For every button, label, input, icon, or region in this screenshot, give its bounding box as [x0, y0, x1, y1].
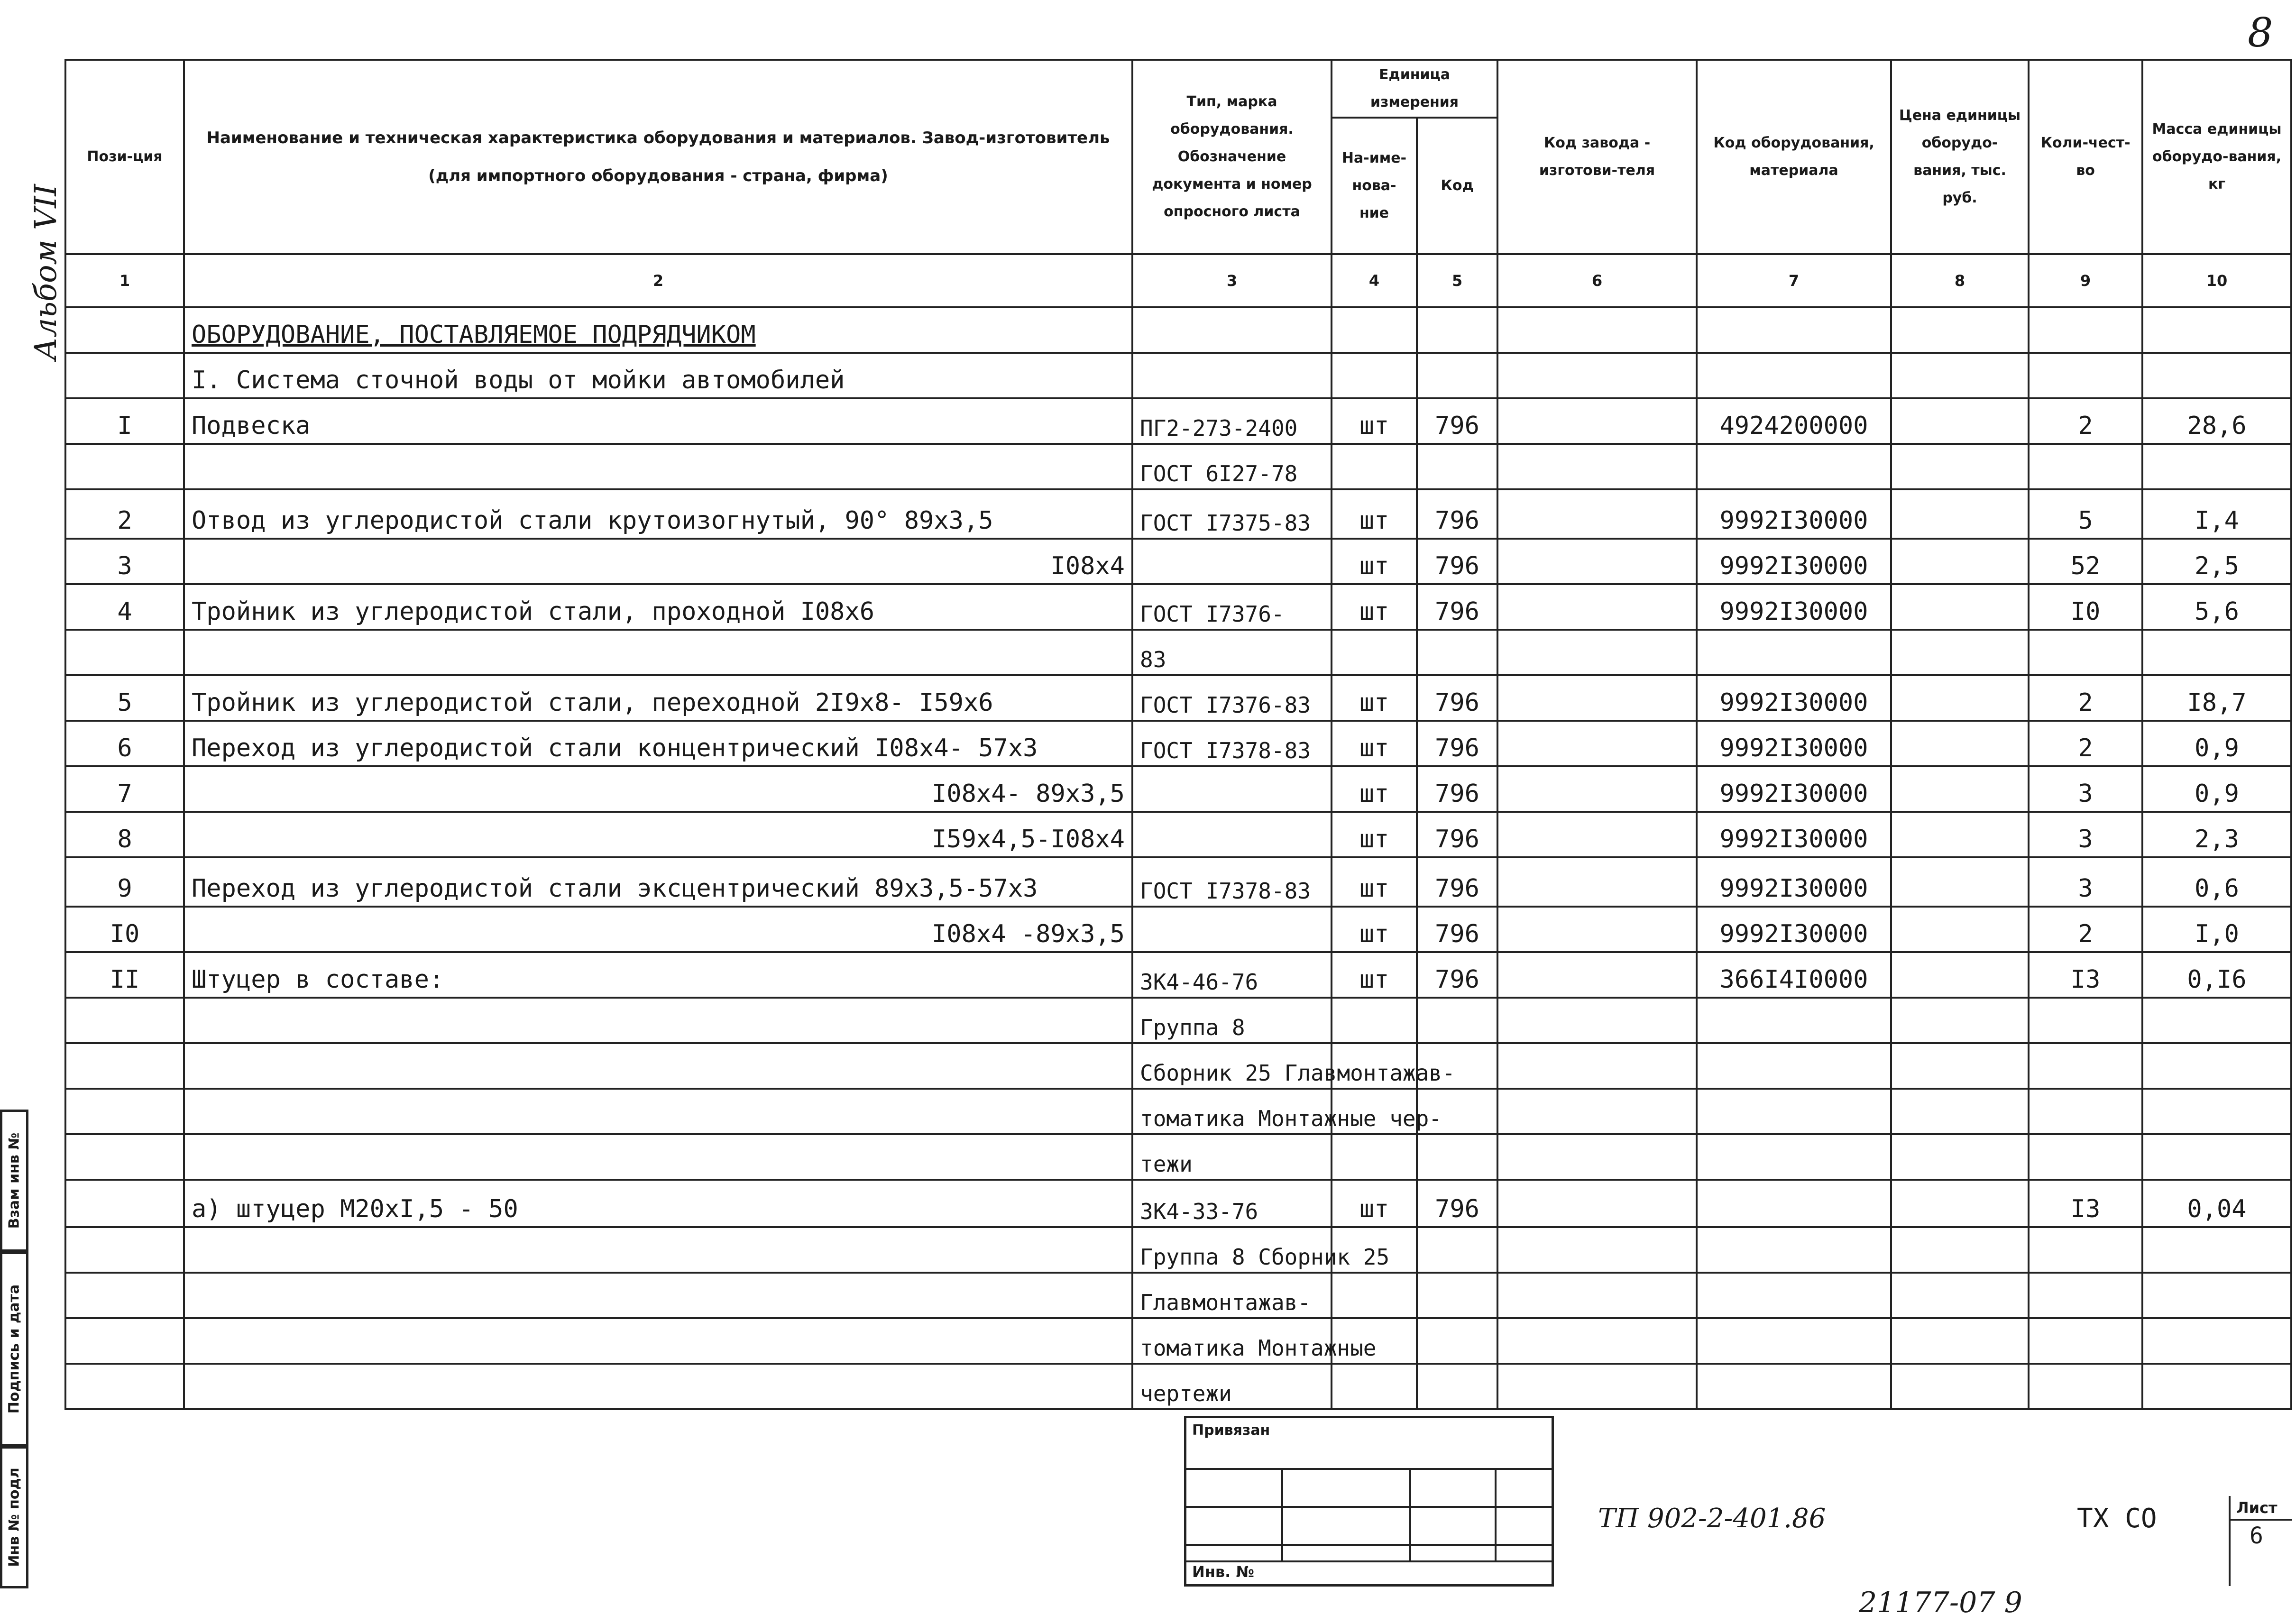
- row-material-code: 9992I30000: [1697, 766, 1891, 812]
- col-unit-name-header: На-име-нова-ние: [1332, 118, 1417, 254]
- row-quantity: 52: [2029, 539, 2142, 584]
- row-price: [1891, 1273, 2029, 1318]
- row-unit-code: 796: [1417, 952, 1497, 998]
- row-unit-code: [1417, 998, 1497, 1043]
- row-unit-code: 796: [1417, 584, 1497, 630]
- row-mass: [2142, 1089, 2291, 1134]
- row-unit-name: [1332, 998, 1417, 1043]
- row-material-code: [1697, 1273, 1891, 1318]
- row-quantity: [2029, 998, 2142, 1043]
- table-row: [65, 1134, 2291, 1180]
- row-material-code: 9992I30000: [1697, 584, 1891, 630]
- col-type-header: Тип, марка оборудования. Обозначение документа и номер опросного листа: [1132, 60, 1332, 254]
- row-quantity: 2: [2029, 675, 2142, 721]
- row-unit-code: [1417, 1227, 1497, 1273]
- row-name: [184, 1089, 1132, 1134]
- row-mass: I,4: [2142, 489, 2291, 539]
- row-factory-code: [1497, 1318, 1697, 1364]
- row-material-code: [1697, 998, 1891, 1043]
- row-factory-code: [1497, 1273, 1697, 1318]
- row-type: ЗК4-46-76: [1132, 952, 1332, 998]
- table-row: [65, 1180, 2291, 1227]
- row-unit-name: шт: [1332, 539, 1417, 584]
- table-row: [65, 630, 2291, 675]
- row-type: 83: [1132, 630, 1332, 675]
- row-unit-name: шт: [1332, 1180, 1417, 1227]
- row-unit-code: 796: [1417, 489, 1497, 539]
- row-quantity: [2029, 1364, 2142, 1409]
- col-num-1: 1: [65, 254, 184, 307]
- row-unit-name: шт: [1332, 766, 1417, 812]
- row-unit-code: 796: [1417, 766, 1497, 812]
- row-quantity: [2029, 1318, 2142, 1364]
- col-position-header: Пози-ция: [65, 60, 184, 254]
- row-price: [1891, 907, 2029, 952]
- row-type: [1132, 539, 1332, 584]
- row-name: [184, 444, 1132, 489]
- row-material-code: [1697, 1043, 1891, 1089]
- row-price: [1891, 1318, 2029, 1364]
- row-unit-name: шт: [1332, 812, 1417, 857]
- row-quantity: 2: [2029, 907, 2142, 952]
- row-position: I: [65, 398, 184, 444]
- row-unit-name: [1332, 1273, 1417, 1318]
- row-mass: [2142, 1227, 2291, 1273]
- table-row: [65, 1089, 2291, 1134]
- row-material-code: [1697, 1318, 1891, 1364]
- table-row: [65, 1273, 2291, 1318]
- row-factory-code: [1497, 998, 1697, 1043]
- row-type: Группа 8: [1132, 998, 1332, 1043]
- row-material-code: [1697, 1134, 1891, 1180]
- row-name: а) штуцер М20xI,5 - 50: [184, 1180, 1132, 1227]
- row-position: [65, 1227, 184, 1273]
- row-unit-name: [1332, 1364, 1417, 1409]
- row-mass: [2142, 1043, 2291, 1089]
- row-factory-code: [1497, 721, 1697, 766]
- row-mass: 0,9: [2142, 766, 2291, 812]
- row-price: [1891, 812, 2029, 857]
- row-mass: 0,6: [2142, 857, 2291, 907]
- row-quantity: 3: [2029, 766, 2142, 812]
- row-name: [184, 1043, 1132, 1089]
- side-field-signature-date: Подпись и дата: [0, 1252, 28, 1446]
- row-position: [65, 630, 184, 675]
- col-quantity-header: Коли-чест-во: [2029, 60, 2142, 254]
- row-type: ГОСТ I7378-83: [1132, 721, 1332, 766]
- row-unit-name: шт: [1332, 398, 1417, 444]
- row-factory-code: [1497, 489, 1697, 539]
- row-material-code: 9992I30000: [1697, 721, 1891, 766]
- row-position: [65, 1318, 184, 1364]
- row-unit-code: [1417, 1364, 1497, 1409]
- row-unit-code: [1417, 630, 1497, 675]
- row-factory-code: [1497, 766, 1697, 812]
- row-position: [65, 1089, 184, 1134]
- specification-table: [64, 59, 2292, 1410]
- col-unit-code-header: Код: [1417, 118, 1497, 254]
- row-unit-name: шт: [1332, 489, 1417, 539]
- row-name: I59x4,5-I08x4: [184, 812, 1132, 857]
- row-price: [1891, 857, 2029, 907]
- document-mark: ТХ СО: [2077, 1503, 2157, 1534]
- table-row: [65, 907, 2291, 952]
- col-price-header: Цена единицы оборудо-вания, тыс. руб.: [1891, 60, 2029, 254]
- row-position: [65, 1134, 184, 1180]
- row-unit-code: [1417, 444, 1497, 489]
- row-price: [1891, 444, 2029, 489]
- row-name: [184, 998, 1132, 1043]
- row-quantity: 5: [2029, 489, 2142, 539]
- table-row: [65, 952, 2291, 998]
- row-name: [184, 1364, 1132, 1409]
- row-name: I08x4: [184, 539, 1132, 584]
- row-price: [1891, 539, 2029, 584]
- row-unit-name: шт: [1332, 952, 1417, 998]
- table-row: [65, 489, 2291, 539]
- row-material-code: [1697, 1364, 1891, 1409]
- row-type: ГОСТ I7376-: [1132, 584, 1332, 630]
- col-num-9: 9: [2029, 254, 2142, 307]
- row-mass: [2142, 1364, 2291, 1409]
- row-unit-name: шт: [1332, 721, 1417, 766]
- row-type: Группа 8 Сборник 25: [1132, 1227, 1332, 1273]
- table-row: [65, 1318, 2291, 1364]
- binding-stamp: [1184, 1416, 1554, 1587]
- row-price: [1891, 721, 2029, 766]
- row-unit-code: 796: [1417, 675, 1497, 721]
- row-unit-code: 796: [1417, 907, 1497, 952]
- row-mass: [2142, 1318, 2291, 1364]
- row-type: ГОСТ I7378-83: [1132, 857, 1332, 907]
- col-name-header: Наименование и техническая характеристика оборудования и материалов. Завод-изготовитель (для импортного оборудования - страна, фирма): [184, 60, 1132, 254]
- row-mass: 0,9: [2142, 721, 2291, 766]
- row-mass: I,0: [2142, 907, 2291, 952]
- col-material-code-header: Код оборудования, материала: [1697, 60, 1891, 254]
- subsection-title: I. Система сточной воды от мойки автомобилей: [184, 353, 1132, 398]
- row-quantity: [2029, 1273, 2142, 1318]
- row-price: [1891, 998, 2029, 1043]
- row-unit-name: шт: [1332, 857, 1417, 907]
- row-material-code: 9992I30000: [1697, 907, 1891, 952]
- row-unit-code: 796: [1417, 721, 1497, 766]
- row-material-code: 4924200000: [1697, 398, 1891, 444]
- page-number: 8: [2248, 9, 2273, 56]
- row-name: Тройник из углеродистой стали, проходной I08x6: [184, 584, 1132, 630]
- side-field-replacement-inv: Взам инв №: [0, 1110, 28, 1252]
- row-name: Переход из углеродистой стали концентрический I08x4- 57x3: [184, 721, 1132, 766]
- row-quantity: [2029, 1089, 2142, 1134]
- stamp-inv-label: Инв. №: [1192, 1563, 1254, 1581]
- col-num-6: 6: [1497, 254, 1697, 307]
- row-material-code: [1697, 1089, 1891, 1134]
- row-position: 6: [65, 721, 184, 766]
- col-num-8: 8: [1891, 254, 2029, 307]
- row-type: ГОСТ I7375-83: [1132, 489, 1332, 539]
- row-unit-name: [1332, 1134, 1417, 1180]
- col-num-10: 10: [2142, 254, 2291, 307]
- row-factory-code: [1497, 444, 1697, 489]
- row-quantity: [2029, 1043, 2142, 1089]
- row-type: [1132, 766, 1332, 812]
- row-factory-code: [1497, 952, 1697, 998]
- row-factory-code: [1497, 630, 1697, 675]
- row-mass: [2142, 630, 2291, 675]
- row-quantity: I3: [2029, 1180, 2142, 1227]
- row-factory-code: [1497, 398, 1697, 444]
- table-row: [65, 1364, 2291, 1409]
- row-unit-name: шт: [1332, 675, 1417, 721]
- row-type: ЗК4-33-76: [1132, 1180, 1332, 1227]
- side-field-original-inv: Инв № подл: [0, 1446, 28, 1588]
- row-mass: 0,04: [2142, 1180, 2291, 1227]
- table-row: [65, 539, 2291, 584]
- row-position: [65, 1043, 184, 1089]
- row-name: I08x4 -89x3,5: [184, 907, 1132, 952]
- row-price: [1891, 1364, 2029, 1409]
- col-num-4: 4: [1332, 254, 1417, 307]
- row-position: I0: [65, 907, 184, 952]
- row-unit-name: [1332, 630, 1417, 675]
- row-name: Штуцер в составе:: [184, 952, 1132, 998]
- row-mass: [2142, 444, 2291, 489]
- row-material-code: 9992I30000: [1697, 489, 1891, 539]
- album-label: Альбом VII: [28, 184, 64, 360]
- row-price: [1891, 1180, 2029, 1227]
- row-price: [1891, 1043, 2029, 1089]
- row-factory-code: [1497, 857, 1697, 907]
- row-quantity: 3: [2029, 857, 2142, 907]
- table-row: [65, 998, 2291, 1043]
- row-material-code: [1697, 630, 1891, 675]
- row-price: [1891, 952, 2029, 998]
- row-type: томатика Монтажные: [1132, 1318, 1332, 1364]
- row-quantity: [2029, 630, 2142, 675]
- row-material-code: 366I4I0000: [1697, 952, 1891, 998]
- row-name: Отвод из углеродистой стали крутоизогнутый, 90° 89х3,5: [184, 489, 1132, 539]
- col-mass-header: Масса единицы оборудо-вания, кг: [2142, 60, 2291, 254]
- col-factory-code-header: Код завода - изготови-теля: [1497, 60, 1697, 254]
- row-material-code: [1697, 444, 1891, 489]
- document-code: ТП 902-2-401.86: [1598, 1503, 1826, 1534]
- row-unit-code: [1417, 1134, 1497, 1180]
- row-factory-code: [1497, 1134, 1697, 1180]
- row-factory-code: [1497, 584, 1697, 630]
- row-material-code: 9992I30000: [1697, 675, 1891, 721]
- row-unit-code: 796: [1417, 857, 1497, 907]
- row-factory-code: [1497, 1364, 1697, 1409]
- row-type: [1132, 812, 1332, 857]
- row-position: 9: [65, 857, 184, 907]
- section-title: ОБОРУДОВАНИЕ, ПОСТАВЛЯЕМОЕ ПОДРЯДЧИКОМ: [184, 307, 1132, 353]
- row-mass: 2,5: [2142, 539, 2291, 584]
- row-name: Подвеска: [184, 398, 1132, 444]
- row-quantity: [2029, 1227, 2142, 1273]
- row-unit-name: шт: [1332, 907, 1417, 952]
- row-position: [65, 998, 184, 1043]
- row-position: 3: [65, 539, 184, 584]
- sheet-box: [2229, 1496, 2292, 1586]
- row-factory-code: [1497, 1227, 1697, 1273]
- row-price: [1891, 489, 2029, 539]
- row-price: [1891, 630, 2029, 675]
- table-row: [65, 766, 2291, 812]
- col-num-7: 7: [1697, 254, 1891, 307]
- table-row: [65, 812, 2291, 857]
- row-factory-code: [1497, 812, 1697, 857]
- row-quantity: [2029, 444, 2142, 489]
- row-type: Главмонтажав-: [1132, 1273, 1332, 1318]
- row-name: Тройник из углеродистой стали, переходной 2I9x8- I59x6: [184, 675, 1132, 721]
- row-price: [1891, 675, 2029, 721]
- row-material-code: 9992I30000: [1697, 812, 1891, 857]
- row-name: [184, 1227, 1132, 1273]
- row-mass: [2142, 1134, 2291, 1180]
- row-material-code: [1697, 1180, 1891, 1227]
- row-position: 2: [65, 489, 184, 539]
- row-type: томатика Монтажные чер-: [1132, 1089, 1332, 1134]
- row-mass: [2142, 1273, 2291, 1318]
- row-unit-code: 796: [1417, 398, 1497, 444]
- row-quantity: 2: [2029, 721, 2142, 766]
- table-row: [65, 721, 2291, 766]
- row-price: [1891, 398, 2029, 444]
- footer-note: 21177-07 9: [1859, 1586, 2022, 1619]
- row-factory-code: [1497, 539, 1697, 584]
- row-name: [184, 1318, 1132, 1364]
- row-quantity: I0: [2029, 584, 2142, 630]
- col-num-3: 3: [1132, 254, 1332, 307]
- row-price: [1891, 1134, 2029, 1180]
- row-factory-code: [1497, 1043, 1697, 1089]
- row-type: ПГ2-273-2400: [1132, 398, 1332, 444]
- row-price: [1891, 766, 2029, 812]
- row-quantity: [2029, 1134, 2142, 1180]
- stamp-title: Привязан: [1192, 1422, 1270, 1439]
- row-quantity: I3: [2029, 952, 2142, 998]
- row-position: 5: [65, 675, 184, 721]
- row-name: [184, 1134, 1132, 1180]
- row-position: 4: [65, 584, 184, 630]
- row-factory-code: [1497, 907, 1697, 952]
- row-type: чертежи: [1132, 1364, 1332, 1409]
- row-type: ГОСТ 6I27-78: [1132, 444, 1332, 489]
- row-position: [65, 444, 184, 489]
- sheet-label: Лист: [2236, 1499, 2278, 1517]
- row-material-code: 9992I30000: [1697, 539, 1891, 584]
- row-price: [1891, 584, 2029, 630]
- row-price: [1891, 1227, 2029, 1273]
- row-mass: 5,6: [2142, 584, 2291, 630]
- col-num-2: 2: [184, 254, 1132, 307]
- row-position: 7: [65, 766, 184, 812]
- row-quantity: 2: [2029, 398, 2142, 444]
- row-unit-code: 796: [1417, 1180, 1497, 1227]
- table-row: [65, 1227, 2291, 1273]
- row-price: [1891, 1089, 2029, 1134]
- row-unit-code: 796: [1417, 812, 1497, 857]
- row-unit-code: [1417, 1318, 1497, 1364]
- row-unit-name: [1332, 444, 1417, 489]
- table-row: [65, 857, 2291, 907]
- row-position: [65, 1273, 184, 1318]
- row-mass: 28,6: [2142, 398, 2291, 444]
- row-quantity: 3: [2029, 812, 2142, 857]
- row-name: [184, 630, 1132, 675]
- row-mass: [2142, 998, 2291, 1043]
- table-row: [65, 398, 2291, 444]
- col-num-5: 5: [1417, 254, 1497, 307]
- row-factory-code: [1497, 1180, 1697, 1227]
- row-name: Переход из углеродистой стали эксцентрический 89x3,5-57x3: [184, 857, 1132, 907]
- row-position: 8: [65, 812, 184, 857]
- table-row: [65, 675, 2291, 721]
- row-factory-code: [1497, 1089, 1697, 1134]
- table-row: [65, 1043, 2291, 1089]
- row-unit-code: 796: [1417, 539, 1497, 584]
- row-unit-code: [1417, 1273, 1497, 1318]
- row-factory-code: [1497, 675, 1697, 721]
- row-position: [65, 1364, 184, 1409]
- row-mass: 0,I6: [2142, 952, 2291, 998]
- row-type: ГОСТ I7376-83: [1132, 675, 1332, 721]
- row-name: [184, 1273, 1132, 1318]
- row-unit-name: шт: [1332, 584, 1417, 630]
- row-type: тежи: [1132, 1134, 1332, 1180]
- row-type: [1132, 907, 1332, 952]
- table-row: [65, 444, 2291, 489]
- table-row: [65, 584, 2291, 630]
- col-unit-group-header: Единица измерения: [1332, 60, 1497, 118]
- row-mass: I8,7: [2142, 675, 2291, 721]
- row-position: [65, 1180, 184, 1227]
- row-material-code: [1697, 1227, 1891, 1273]
- row-type: Сборник 25 Главмонтажав-: [1132, 1043, 1332, 1089]
- row-position: II: [65, 952, 184, 998]
- row-material-code: 9992I30000: [1697, 857, 1891, 907]
- row-mass: 2,3: [2142, 812, 2291, 857]
- row-name: I08x4- 89x3,5: [184, 766, 1132, 812]
- sheet-number: 6: [2250, 1523, 2263, 1549]
